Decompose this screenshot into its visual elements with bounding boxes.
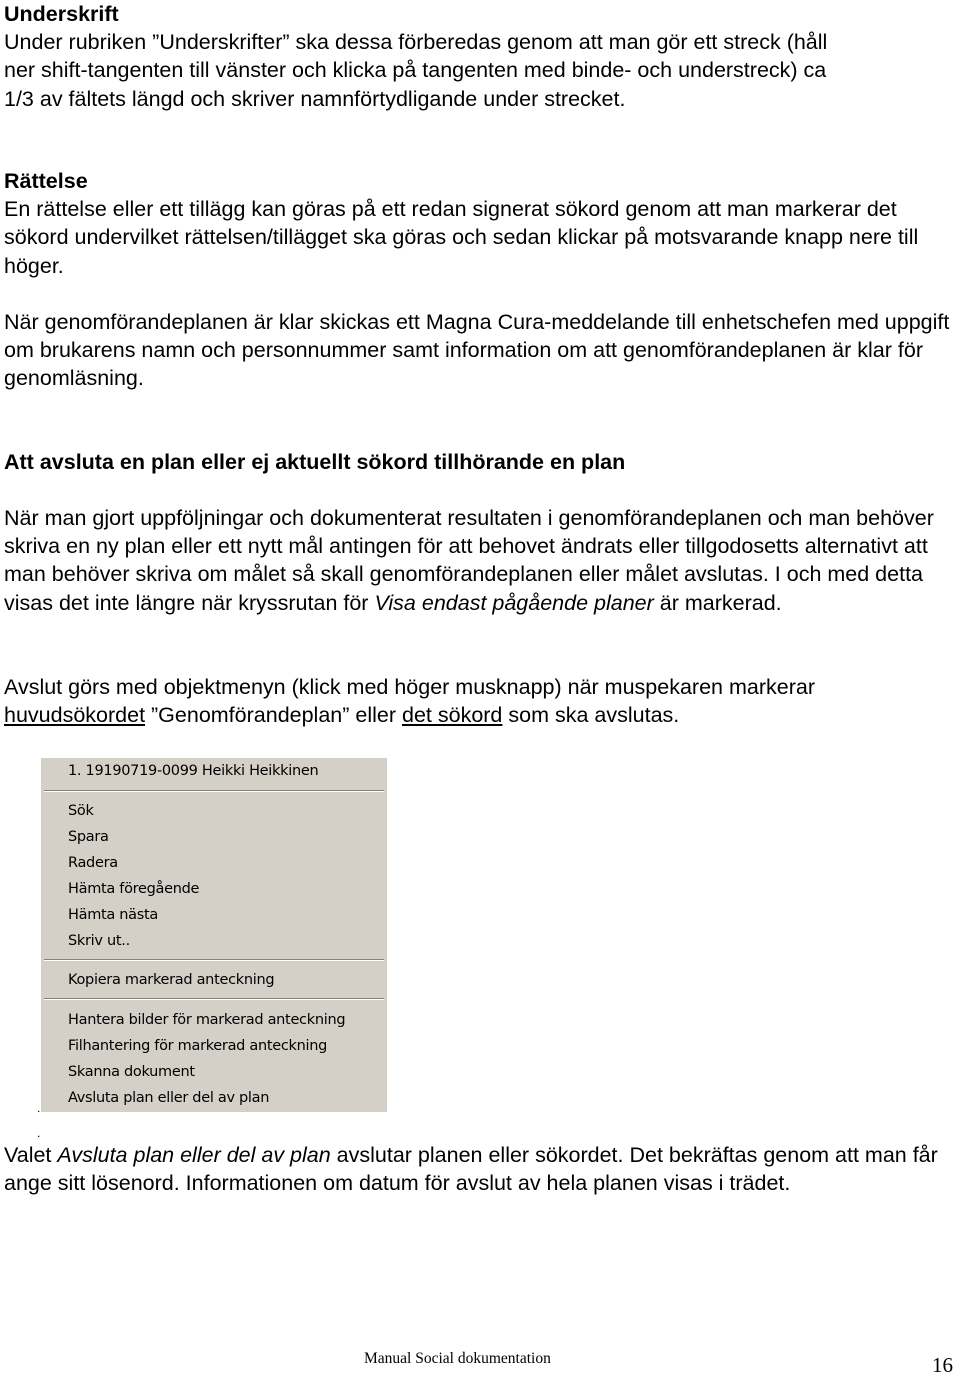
menu-item-hantera-bilder[interactable]: Hantera bilder för markerad anteckning (68, 1012, 346, 1028)
paragraph-underskrift: Under rubriken ”Underskrifter” ska dessa förberedas genom att man gör ett streck (håll ner shift-tangenten till vänster och klicka på tangenten med binde- och understreck) ca 1/3 av fältets längd och skriver namnförtydligande under strecket. (4, 30, 828, 111)
paragraph-objektmeny (4, 673, 956, 729)
menu-item-skanna-dokument[interactable]: Skanna dokument (68, 1064, 195, 1080)
objektmeny-text-mid: ”Genomförandeplan” eller (145, 703, 402, 728)
menu-item-spara[interactable]: Spara (68, 829, 109, 845)
menu-separator (44, 790, 384, 792)
huvudsokordet-term: huvudsökordet (4, 703, 146, 728)
menu-item-filhantering[interactable]: Filhantering för markerad anteckning (68, 1038, 328, 1054)
heading-underskrift: Underskrift (4, 2, 119, 26)
menu-item-skriv-ut[interactable]: Skriv ut.. (68, 933, 130, 949)
context-menu-screenshot (41, 758, 387, 1112)
paragraph-valet (4, 1141, 956, 1197)
menu-item-avsluta-plan[interactable]: Avsluta plan eller del av plan (68, 1090, 270, 1106)
menu-title-patient[interactable]: 1. 19190719-0099 Heikki Heikkinen (68, 763, 319, 779)
avsluta-plan-term: Avsluta plan eller del av plan (57, 1143, 331, 1167)
menu-separator (44, 998, 384, 1000)
objektmeny-text: Avslut görs med objektmenyn (klick med höger musknapp) när muspekaren markerar (4, 675, 815, 699)
menu-item-sok[interactable]: Sök (68, 803, 94, 819)
stray-dot: . (37, 1126, 41, 1140)
paragraph-magna-cura: När genomförandeplanen är klar skickas ett Magna Cura-meddelande till enhetschefen med uppgift om brukarens namn och personnummer samt information om att genomförandeplanen är klar för genomläsning. (4, 310, 950, 391)
menu-item-radera[interactable]: Radera (68, 855, 118, 871)
valet-text: Valet (4, 1143, 58, 1167)
visa-endast-term: Visa endast pågående planer (374, 590, 654, 615)
det-sokord-term: det sökord (402, 703, 503, 728)
paragraph-avsluta-plan-text: När man gjort uppföljningar och dokumenterat resultaten i genomförandeplanen och man behöver skriva en ny plan eller ett nytt mål antingen för att behovet ändrats eller tillgodosetts alternativt att man behöver skriva om målet så skall genomförandeplanen eller målet avslutas. I och med detta visas det inte längre när kryssrutan för (4, 506, 934, 615)
heading-rattelse: Rättelse (4, 169, 88, 193)
menu-item-kopiera-anteckning[interactable]: Kopiera markerad anteckning (68, 972, 275, 988)
page-number: 16 (932, 1353, 953, 1377)
valet-text-end: avslutar planen eller sökordet. Det bekräftas genom att man får ange sitt lösenord. Informationen om datum för avslut av hela planen visas i trädet. (4, 1143, 938, 1196)
paragraph-avsluta-plan-end: är markerad. (653, 590, 782, 615)
paragraph-rattelse: En rättelse eller ett tillägg kan göras på ett redan signerat sökord genom att man markerar det sökord undervilket rättelsen/tillägget ska göras och sedan klickar på motsvarande knapp nere till höger. (4, 197, 919, 278)
menu-item-hamta-foregaende[interactable]: Hämta föregående (68, 881, 200, 897)
section-rattelse (4, 167, 956, 280)
stray-dot: . (37, 1101, 41, 1115)
menu-separator (44, 959, 384, 961)
paragraph-avsluta-plan (4, 504, 956, 617)
section-underskrift (4, 0, 956, 113)
heading-avsluta-plan: Att avsluta en plan eller ej aktuellt sökord tillhörande en plan (4, 450, 626, 474)
objektmeny-text-end: som ska avslutas. (502, 703, 680, 728)
menu-item-hamta-nasta[interactable]: Hämta nästa (68, 907, 158, 923)
footer-title: Manual Social dokumentation (364, 1350, 551, 1367)
